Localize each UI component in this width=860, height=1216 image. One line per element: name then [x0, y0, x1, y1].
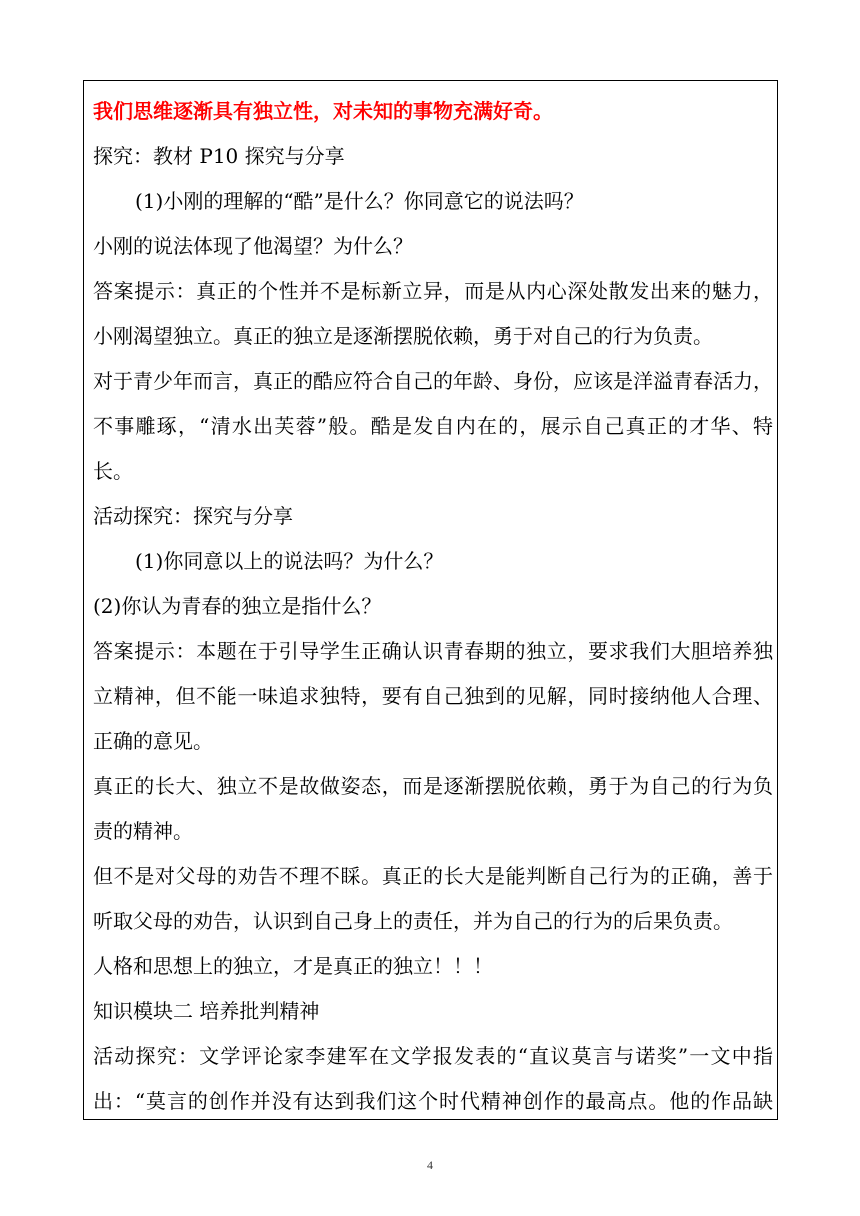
- text-line: (2)你认为青春的独立是指什么？: [93, 594, 382, 618]
- text-line: 责的精神。: [93, 819, 193, 843]
- text-line: 但不是对父母的劝告不理不睬。真正的长大是能判断自己行为的正确，善于: [93, 864, 773, 888]
- document-body: [93, 89, 773, 1120]
- text-line: 小刚渴望独立。真正的独立是逐渐摆脱依赖，勇于对自己的行为负责。: [93, 324, 713, 348]
- text-line: 听取父母的劝告，认识到自己身上的责任，并为自己的行为的后果负责。: [93, 909, 733, 933]
- text-line: 答案提示：本题在于引导学生正确认识青春期的独立，要求我们大胆培养独: [93, 639, 773, 663]
- text-line: 小刚的说法体现了他渴望？为什么？: [93, 234, 413, 258]
- document-frame: [83, 80, 778, 1120]
- text-line: 活动探究：文学评论家李建军在文学报发表的“直议莫言与诺奖”一文中指: [93, 1044, 773, 1068]
- text-line: (1)你同意以上的说法吗？为什么？: [135, 549, 444, 573]
- text-line: 正确的意见。: [93, 729, 213, 753]
- text-line: 出：“莫言的创作并没有达到我们这个时代精神创作的最高点。他的作品缺: [93, 1089, 773, 1113]
- text-line: 活动探究：探究与分享: [93, 504, 293, 528]
- text-line: 我们思维逐渐具有独立性，对未知的事物充满好奇。: [93, 99, 553, 123]
- text-line: 立精神，但不能一味追求独特，要有自己独到的见解，同时接纳他人合理、: [93, 684, 773, 708]
- page-number: 4: [427, 1158, 433, 1172]
- text-line: 人格和思想上的独立，才是真正的独立！！！: [93, 954, 493, 978]
- section-heading: 知识模块二 培养批判精神: [93, 999, 320, 1023]
- text-line: 长。: [93, 459, 133, 483]
- text-line: 探究：教材 P10 探究与分享: [93, 144, 345, 168]
- text-line: 对于青少年而言，真正的酷应符合自己的年龄、身份，应该是洋溢青春活力，: [93, 369, 773, 393]
- text-line: (1)小刚的理解的“酷”是什么？你同意它的说法吗？: [135, 189, 584, 213]
- text-line: 不事雕琢，“清水出芙蓉”般。酷是发自内在的，展示自己真正的才华、特: [93, 414, 773, 438]
- text-line: 真正的长大、独立不是故做姿态，而是逐渐摆脱依赖，勇于为自己的行为负: [93, 774, 773, 798]
- text-line: 答案提示：真正的个性并不是标新立异，而是从内心深处散发出来的魅力，: [93, 279, 773, 303]
